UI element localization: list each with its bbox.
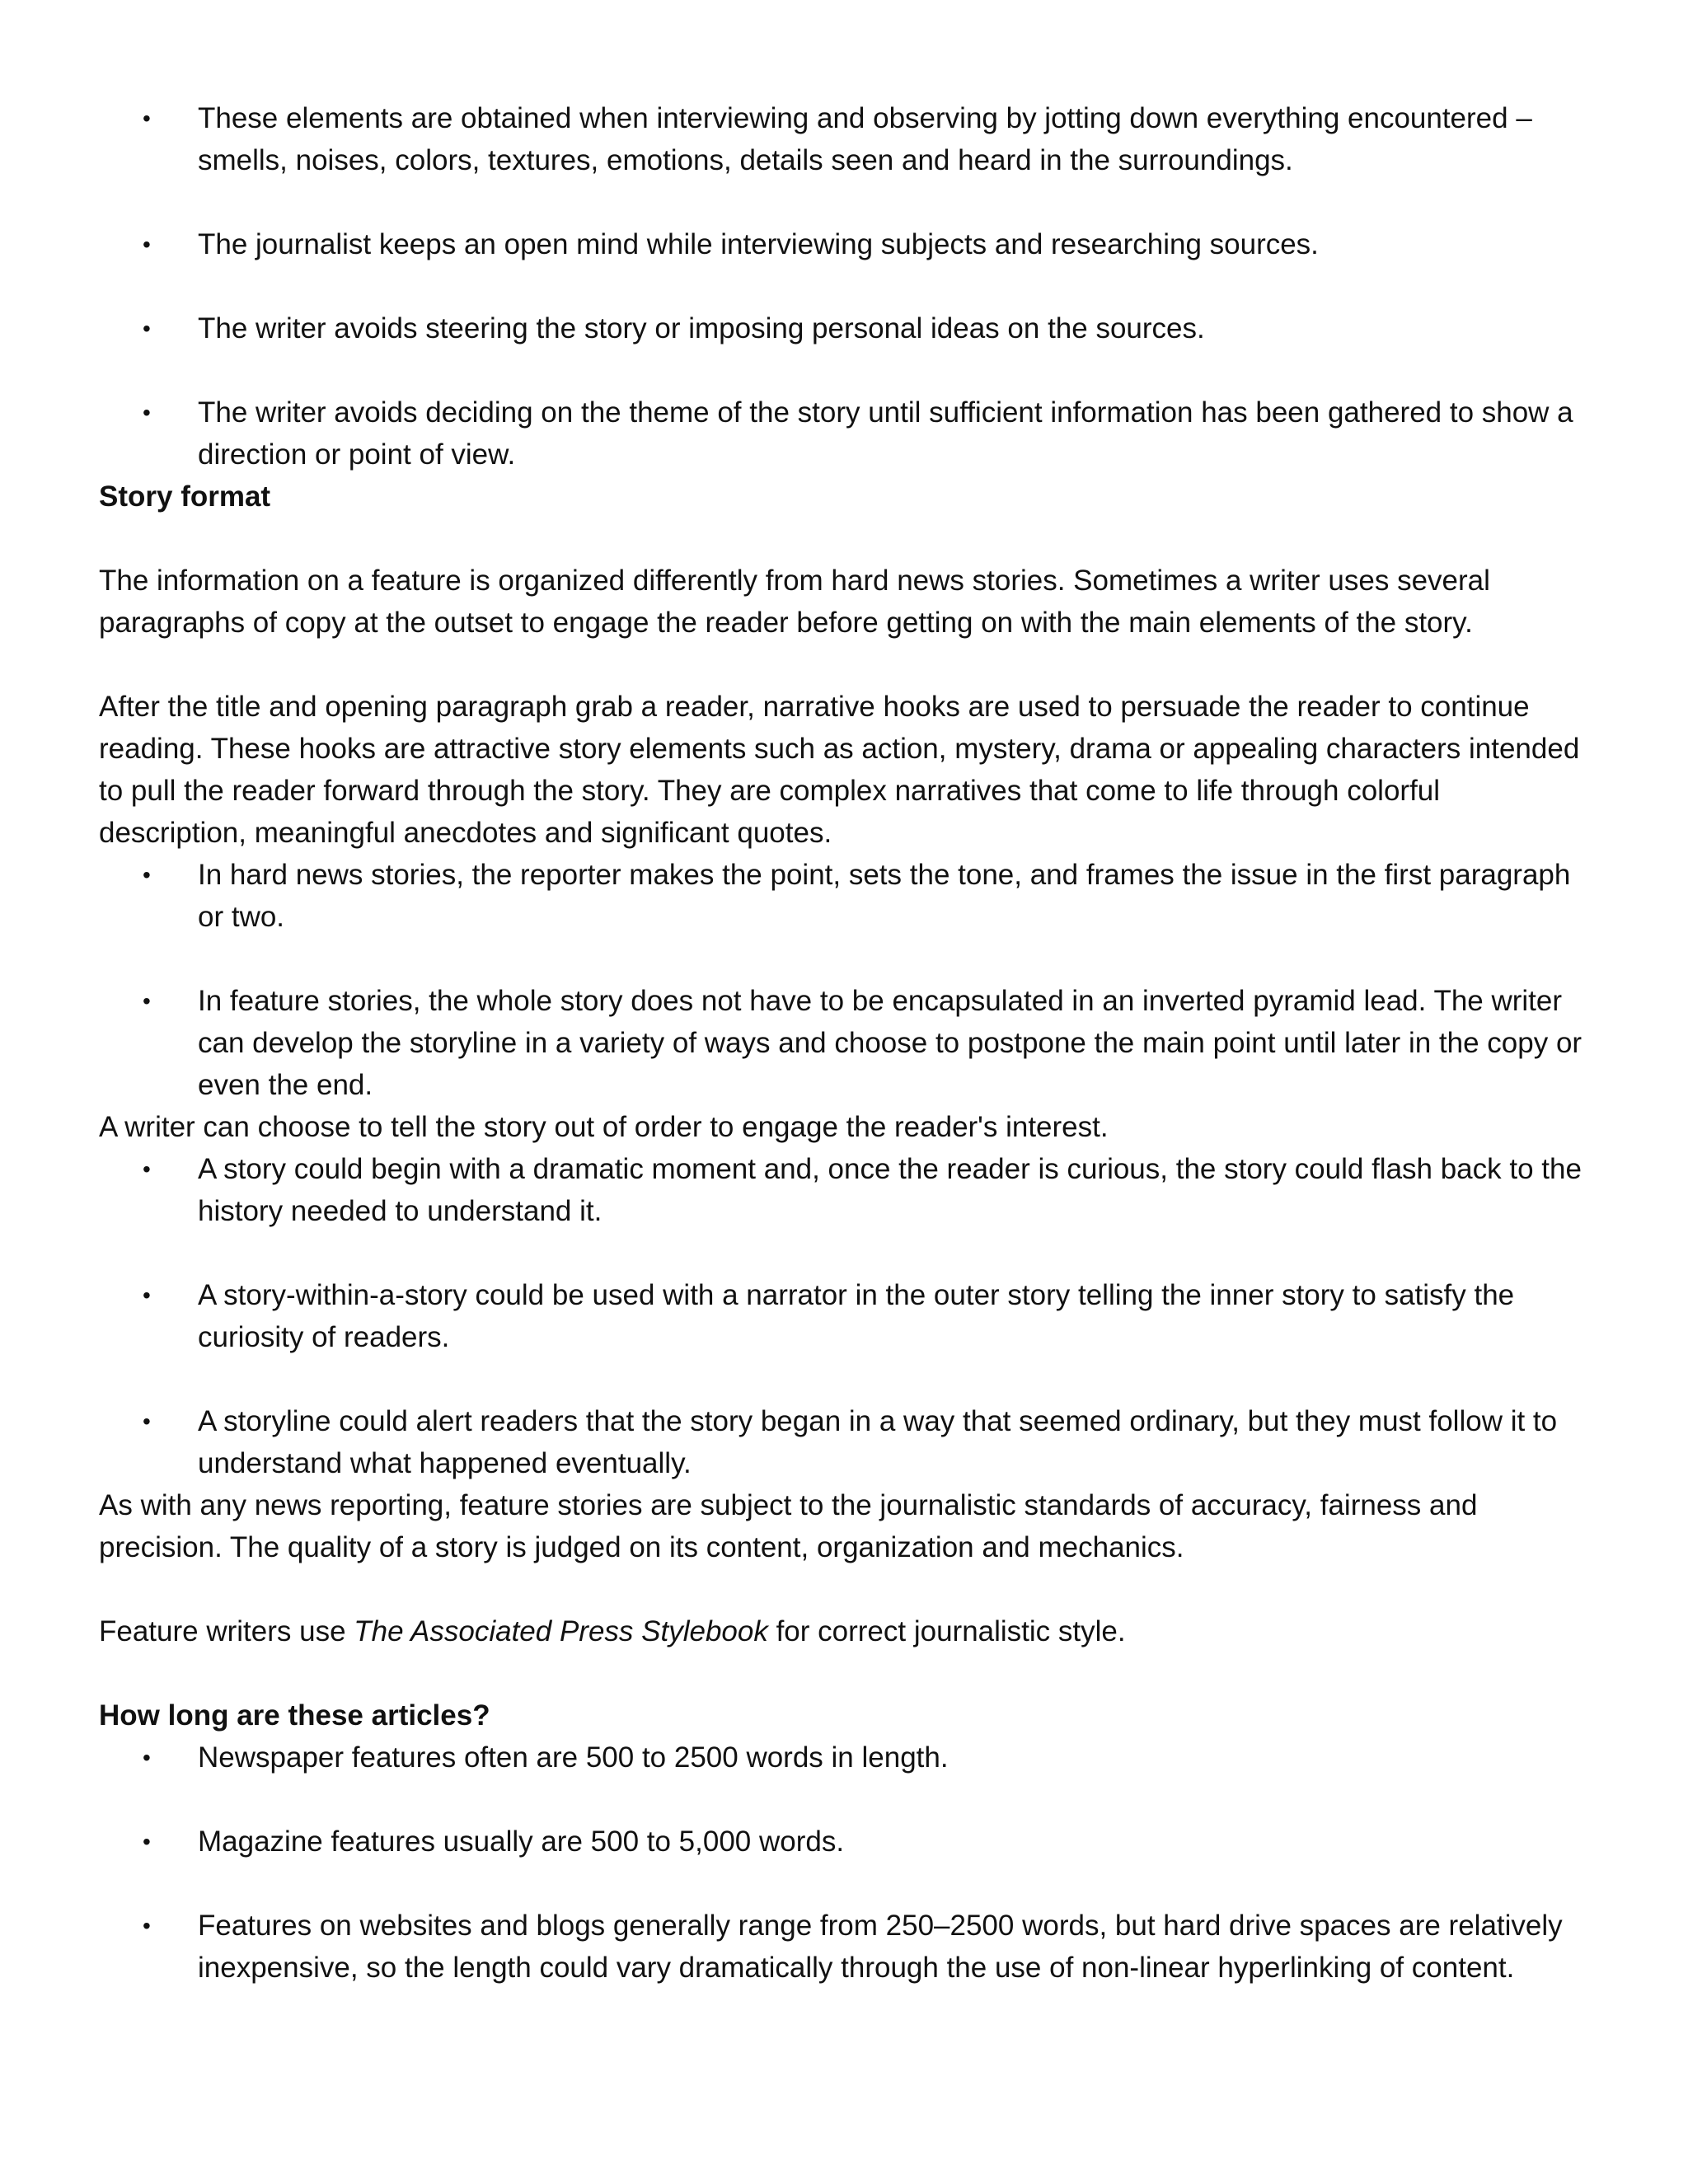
bullet-icon: •	[143, 232, 151, 257]
list-item	[99, 1400, 1582, 1484]
article-length-list	[99, 1736, 1582, 1989]
list-item	[99, 97, 1582, 181]
list-item-text: A storyline could alert readers that the story began in a way that seemed ordinary, but they must follow it to understand what happened eventually.	[198, 1405, 1558, 1479]
list-item	[99, 854, 1582, 938]
narrative-hooks-paragraph: After the title and opening paragraph grab a reader, narrative hooks are used to persuade the reader to continue reading. These hooks are attractive story elements such as action, mystery, drama or appealing characters intended to pull the reader forward through the story. They are complex narratives that come to life through colorful description, meaningful anecdotes and significant quotes.	[99, 691, 1580, 849]
list-item	[99, 1148, 1582, 1232]
list-item-text: The writer avoids steering the story or imposing personal ideas on the sources.	[198, 312, 1205, 344]
bullet-icon: •	[143, 1913, 151, 1938]
stylebook-paragraph	[99, 1610, 1582, 1652]
observation-list	[99, 97, 1582, 476]
list-item	[99, 307, 1582, 349]
information-paragraph: The information on a feature is organized differently from hard news stories. Sometimes a writer uses several paragraphs of copy at the outset to engage the reader before getting on with the main elements of the story.	[99, 565, 1490, 639]
bullet-icon: •	[143, 400, 151, 425]
bullet-icon: •	[143, 1156, 151, 1182]
list-item-text: Features on websites and blogs generally range from 250–2500 words, but hard drive spaces are relatively inexpensive, so the length could vary dramatically through the use of non-linear hyperlinking of content.	[198, 1910, 1563, 1984]
story-order-paragraph: A writer can choose to tell the story out of order to engage the reader's interest.	[99, 1111, 1109, 1143]
stylebook-text-before: Feature writers use	[99, 1615, 354, 1647]
bullet-icon: •	[143, 988, 151, 1014]
list-item	[99, 391, 1582, 476]
document-page	[99, 97, 1582, 1989]
bullet-icon: •	[143, 1408, 151, 1434]
bullet-icon: •	[143, 105, 151, 131]
bullet-icon: •	[143, 316, 151, 341]
list-item-text: A story-within-a-story could be used with a narrator in the outer story telling the inner story to satisfy the curiosity of readers.	[198, 1279, 1515, 1353]
list-item	[99, 980, 1582, 1106]
list-item	[99, 1905, 1582, 1989]
list-item	[99, 1821, 1582, 1863]
hard-vs-feature-list	[99, 854, 1582, 1106]
stylebook-title: The Associated Press Stylebook	[354, 1615, 768, 1647]
list-item	[99, 223, 1582, 265]
list-item	[99, 1736, 1582, 1779]
bullet-icon: •	[143, 862, 151, 888]
bullet-icon: •	[143, 1745, 151, 1770]
list-item-text: In hard news stories, the reporter makes the point, sets the tone, and frames the issue in the first paragraph or two.	[198, 859, 1571, 933]
bullet-icon: •	[143, 1282, 151, 1308]
list-item-text: The writer avoids deciding on the theme of the story until sufficient information has been gathered to show a direction or point of view.	[198, 396, 1573, 471]
stylebook-text-after: for correct journalistic style.	[767, 1615, 1126, 1647]
list-item-text: In feature stories, the whole story does not have to be encapsulated in an inverted pyramid lead. The writer can develop the storyline in a variety of ways and choose to postpone the main point until later in the copy or even the end.	[198, 985, 1582, 1101]
list-item-text: A story could begin with a dramatic moment and, once the reader is curious, the story could flash back to the history needed to understand it.	[198, 1153, 1582, 1227]
article-length-heading: How long are these articles?	[99, 1699, 490, 1732]
story-structure-list	[99, 1148, 1582, 1484]
list-item	[99, 1274, 1582, 1358]
list-item-text: These elements are obtained when interviewing and observing by jotting down everything encountered – smells, noises, colors, textures, emotions, details seen and heard in the surroundings.	[198, 102, 1532, 176]
list-item-text: Magazine features usually are 500 to 5,000 words.	[198, 1825, 845, 1858]
bullet-icon: •	[143, 1829, 151, 1854]
standards-paragraph: As with any news reporting, feature stories are subject to the journalistic standards of accuracy, fairness and precision. The quality of a story is judged on its content, organization and mechanics.	[99, 1489, 1478, 1563]
list-item-text: Newspaper features often are 500 to 2500 words in length.	[198, 1741, 949, 1774]
list-item-text: The journalist keeps an open mind while interviewing subjects and researching sources.	[198, 228, 1319, 260]
story-format-heading: Story format	[99, 480, 271, 513]
